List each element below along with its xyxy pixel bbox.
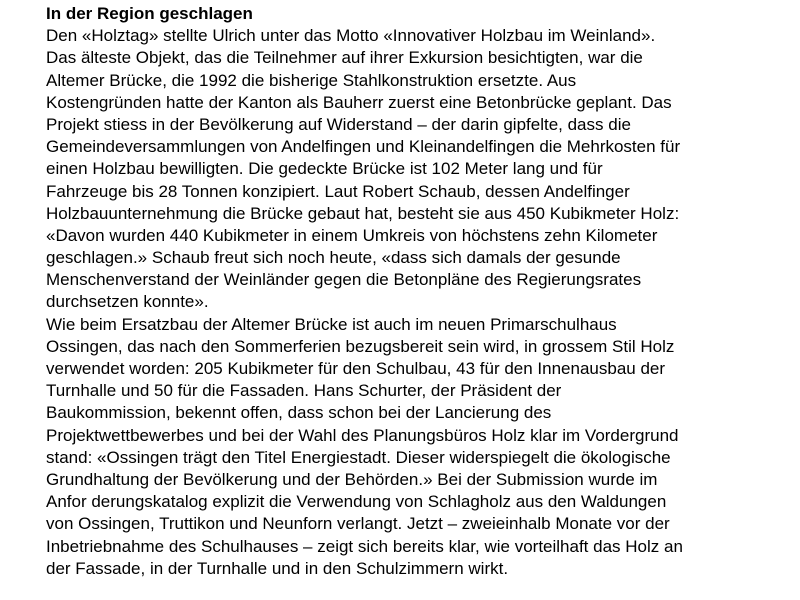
article-heading: In der Region geschlagen [46, 4, 253, 23]
text-line: Kostengründen hatte der Kanton als Bauherr zuerst eine Betonbrücke geplant. Das [46, 92, 672, 112]
text-line: Inbetriebnahme des Schulhauses – zeigt sich bereits klar, wie vorteilhaft das Holz an [46, 536, 683, 556]
text-line: Turnhalle und 50 für die Fassaden. Hans Schurter, der Präsident der [46, 381, 562, 401]
article-body [46, 25, 683, 580]
text-line: «Davon wurden 440 Kubikmeter in einem Umkreis von höchstens zehn Kilometer [46, 225, 658, 245]
text-line: Das älteste Objekt, das die Teilnehmer auf ihrer Exkursion besichtigten, war die [46, 48, 643, 68]
text-line: von Ossingen, Truttikon und Neunforn verlangt. Jetzt – zweieinhalb Monate vor der [46, 514, 670, 534]
text-line: Gemeindeversammlungen von Andelfingen und Kleinandelfingen die Mehrkosten für [46, 137, 681, 157]
text-line: Projekt stiess in der Bevölkerung auf Widerstand – der darin gipfelte, dass die [46, 114, 631, 134]
text-line: Ossingen, das nach den Sommerferien bezugsbereit sein wird, in grossem Stil Holz [46, 336, 675, 356]
text-line: Den «Holztag» stellte Ulrich unter das Motto «Innovativer Holzbau im Weinland». [46, 26, 656, 46]
text-line: der Fassade, in der Turnhalle und in den Schulzimmern wirkt. [46, 558, 509, 578]
text-line: einen Holzbau bewilligten. Die gedeckte Brücke ist 102 Meter lang und für [46, 159, 603, 179]
text-line: Wie beim Ersatzbau der Altemer Brücke ist auch im neuen Primarschulhaus [46, 314, 617, 334]
text-line: Fahrzeuge bis 28 Tonnen konzipiert. Laut Robert Schaub, dessen Andelfinger [46, 181, 630, 201]
text-line: Menschenverstand der Weinländer gegen die Betonpläne des Regierungsrates [46, 270, 642, 290]
text-line: stand: «Ossingen trägt den Titel Energiestadt. Dieser widerspiegelt die ökologische [46, 447, 671, 467]
text-line: Anfor derungskatalog explizit die Verwendung von Schlagholz aus den Waldungen [46, 492, 667, 512]
text-line: Grundhaltung der Bevölkerung und der Behörden.» Bei der Submission wurde im [46, 469, 658, 489]
text-line: Holzbauunternehmung die Brücke gebaut hat, besteht sie aus 450 Kubikmeter Holz: [46, 203, 680, 223]
text-line: Altemer Brücke, die 1992 die bisherige Stahlkonstruktion ersetzte. Aus [46, 70, 577, 90]
text-line: Baukommission, bekennt offen, dass schon bei der Lancierung des [46, 403, 552, 423]
text-line: durchsetzen konnte». [46, 292, 209, 312]
text-line: Projektwettbewerbes und bei der Wahl des Planungsbüros Holz klar im Vordergrund [46, 425, 679, 445]
text-line: verwendet worden: 205 Kubikmeter für den Schulbau, 43 für den Innenausbau der [46, 359, 666, 378]
text-line: geschlagen.» Schaub freut sich noch heute, «dass sich damals der gesunde [46, 248, 621, 268]
